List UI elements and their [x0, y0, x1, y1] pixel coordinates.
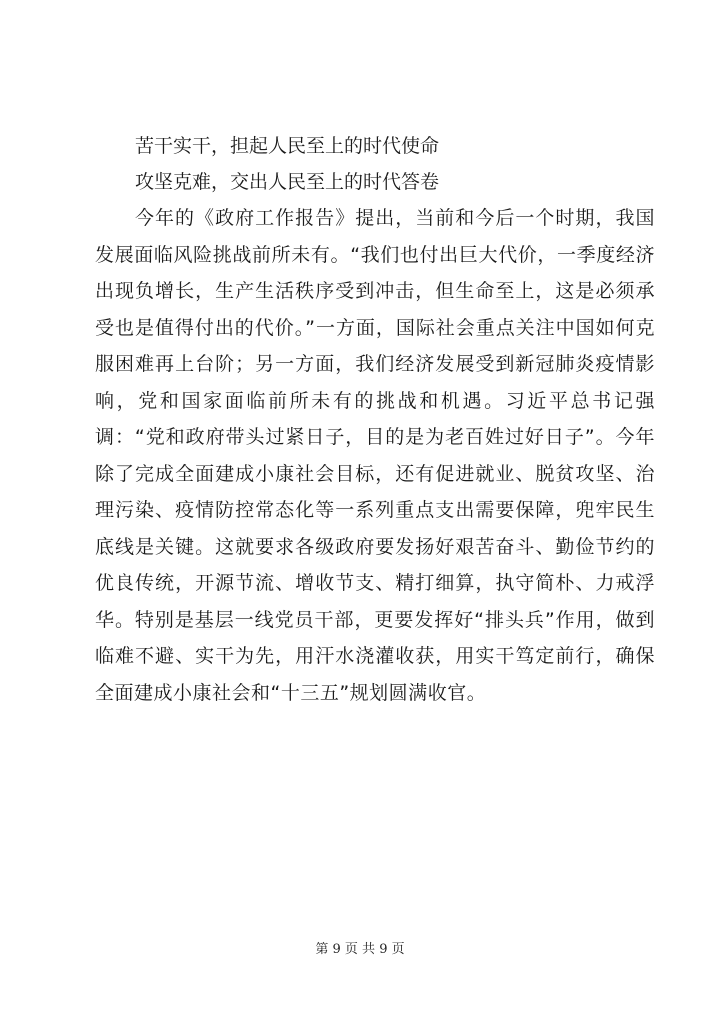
document-body — [95, 128, 655, 711]
section-heading-2: 攻坚克难，交出人民至上的时代答卷 — [135, 171, 440, 193]
body-paragraph: 今年的《政府工作报告》提出，当前和今后一个时期，我国发展面临风险挑战前所未有。“我们也付出巨大代价，一季度经济出现负增长，生产生活秩序受到冲击，但生命至上，这是必须承受也是值得付出的代价。”一方面，国际社会重点关注中国如何克服困难再上台阶；另一方面，我们经济发展受到新冠肺炎疫情影响，党和国家面临前所未有的挑战和机遇。习近平总书记强调：“党和政府带头过紧日子，目的是为老百姓过好日子”。今年除了完成全面建成小康社会目标，还有促进就业、脱贫攻坚、治理污染、疫情防控常态化等一系列重点支出需要保障，兜牢民生底线是关键。这就要求各级政府要发扬好艰苦奋斗、勤俭节约的优良传统，开源节流、增收节支、精打细算，执守简朴、力戒浮华。特别是基层一线党员干部，更要发挥好“排头兵”作用，做到临难不避、实干为先，用汗水浇灌收获，用实干笃定前行，确保全面建成小康社会和“十三五”规划圆满收官。 — [95, 207, 655, 704]
section-heading-1: 苦干实干，担起人民至上的时代使命 — [135, 135, 440, 157]
page-footer: 第 9 页 共 9 页 — [315, 942, 405, 957]
